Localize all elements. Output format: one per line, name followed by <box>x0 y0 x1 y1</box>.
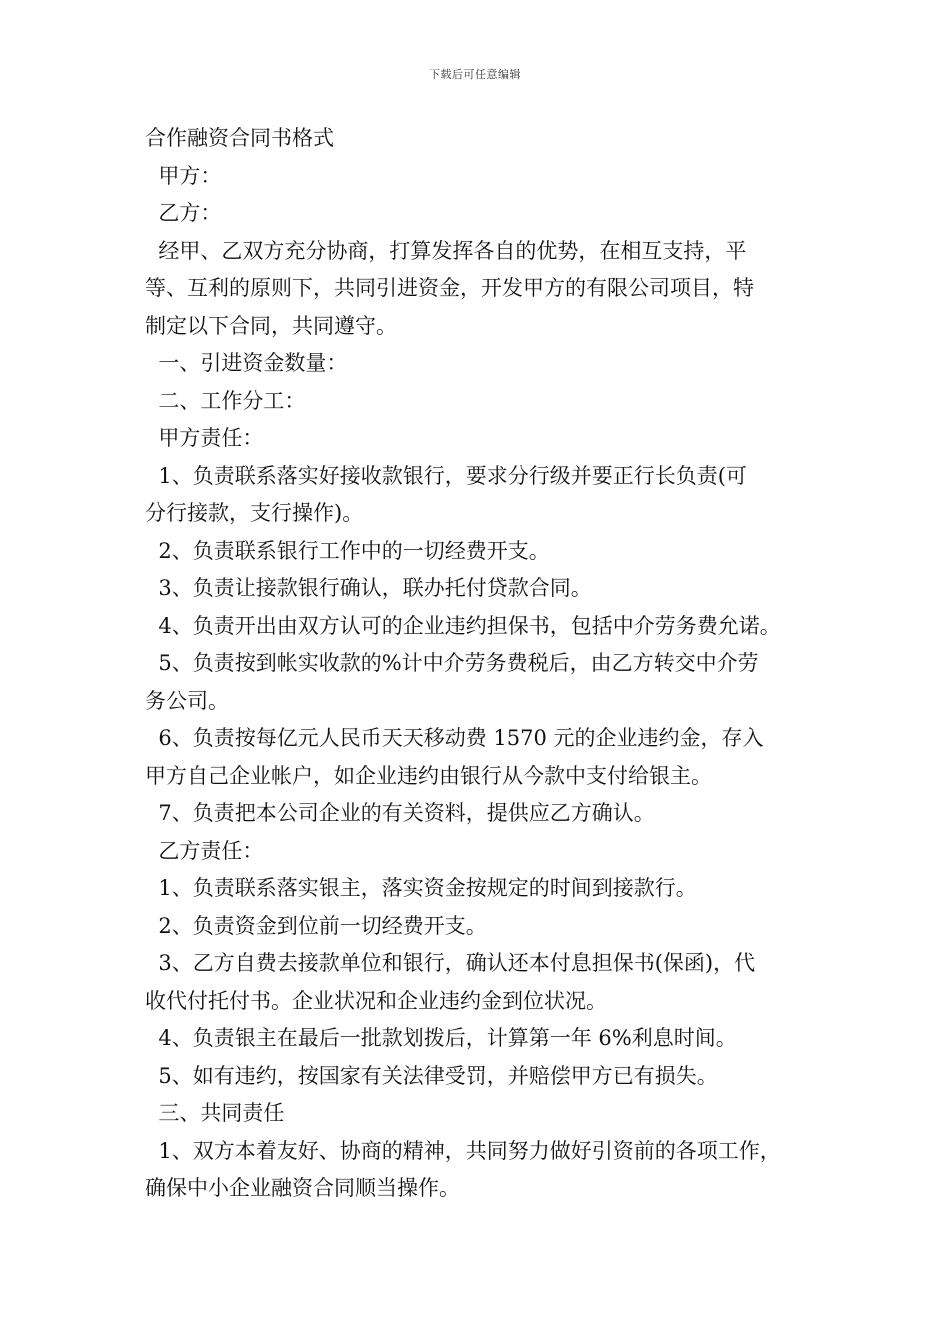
clause-line: 1、负责联系落实银主，落实资金按规定的时间到接款行。 <box>145 876 697 900</box>
clause-line: 7、负责把本公司企业的有关资料，提供应乙方确认。 <box>145 801 655 825</box>
preamble-line: 等、互利的原则下，共同引进资金，开发甲方的有限公司项目，特 <box>145 276 754 300</box>
clause-line: 6、负责按每亿元人民币天天移动费 1570 元的企业违约金，存入 <box>145 726 764 750</box>
clause-line: 5、如有违约，按国家有关法律受罚，并赔偿甲方已有损失。 <box>145 1063 718 1088</box>
clause-line: 确保中小企业融资合同顺当操作。 <box>145 1176 460 1200</box>
clause-line: 1、负责联系落实好接收款银行，要求分行级并要正行长负责(可 <box>145 463 747 488</box>
clause-line: 3、负责让接款银行确认，联办托付贷款合同。 <box>145 576 592 600</box>
document-body <box>145 120 817 1208</box>
subsection-heading: 甲方责任： <box>145 426 264 450</box>
clause-line: 甲方自己企业帐户，如企业违约由银行从今款中支付给银主。 <box>145 763 712 788</box>
section-heading: 一、引进资金数量： <box>145 351 348 375</box>
page-header: 下载后可任意编辑 <box>429 68 521 81</box>
clause-line: 5、负责按到帐实收款的%计中介劳务费税后，由乙方转交中介劳 <box>145 651 759 675</box>
clause-line: 2、负责资金到位前一切经费开支。 <box>145 913 487 938</box>
clause-line: 4、负责银主在最后一批款划拨后，计算第一年 6%利息时间。 <box>145 1026 737 1050</box>
clause-line: 1、双方本着友好、协商的精神，共同努力做好引资前的各项工作， <box>145 1138 781 1163</box>
clause-line: 务公司。 <box>145 688 229 713</box>
clause-line: 3、乙方自费去接款单位和银行，确认还本付息担保书(保函)，代 <box>145 951 756 975</box>
preamble-line: 制定以下合同，共同遵守。 <box>145 313 397 338</box>
section-heading: 三、共同责任 <box>145 1101 285 1125</box>
clause-line: 分行接款，支行操作)。 <box>145 501 364 525</box>
party-b-line: 乙方： <box>145 201 222 225</box>
preamble-line: 经甲、乙双方充分协商，打算发挥各自的优势，在相互支持，平 <box>145 238 747 263</box>
clause-line: 4、负责开出由双方认可的企业违约担保书，包括中介劳务费允诺。 <box>145 613 781 638</box>
document-title: 合作融资合同书格式 <box>145 126 334 150</box>
clause-line: 2、负责联系银行工作中的一切经费开支。 <box>145 538 550 563</box>
subsection-heading: 乙方责任： <box>145 838 264 863</box>
party-a-line: 甲方： <box>145 163 222 188</box>
section-heading: 二、工作分工： <box>145 388 306 413</box>
clause-line: 收代付托付书。企业状况和企业违约金到位状况。 <box>145 988 607 1013</box>
